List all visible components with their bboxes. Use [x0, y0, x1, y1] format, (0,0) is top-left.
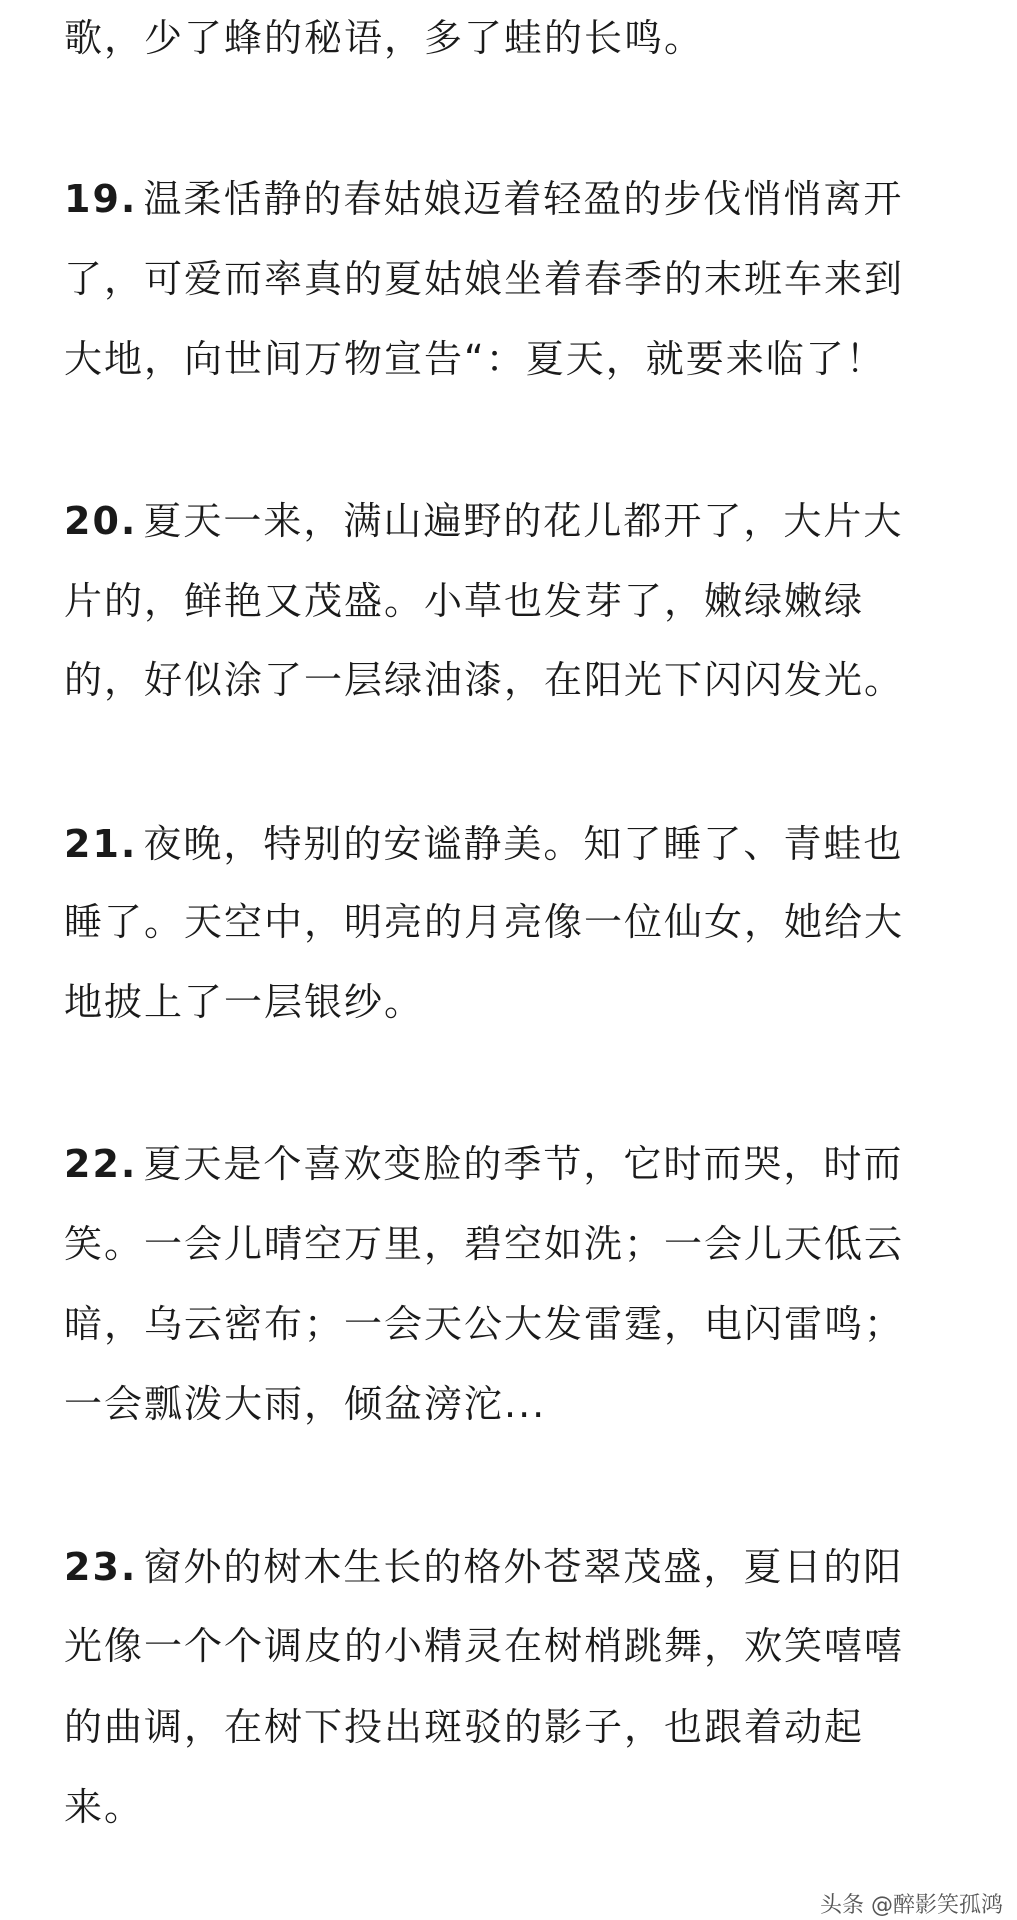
paragraph-19-line-3: 大地，向世间万物宣告“：夏天，就要来临了！: [64, 337, 886, 381]
paragraph-22-line-1: [64, 1140, 964, 1188]
paragraph-21-line-2: 睡了。天空中，明亮的月亮像一位仙女，她给大: [64, 900, 905, 944]
paragraph-23-line-4: 来。: [64, 1785, 145, 1829]
text-line: 温柔恬静的春姑娘迈着轻盈的步伐悄悄离开: [143, 177, 904, 221]
paragraph-20-line-1: [64, 497, 964, 545]
paragraph-21-line-1: [64, 820, 964, 868]
text-line: 窗外的树木生长的格外苍翠茂盛，夏日的阳: [143, 1545, 904, 1589]
paragraph-20-line-3: 的，好似涂了一层绿油漆，在阳光下闪闪发光。: [64, 658, 905, 702]
paragraph-20-line-2: 片的，鲜艳又茂盛。小草也发芽了，嫩绿嫩绿: [64, 579, 865, 623]
source-watermark: 头条 @醉影笑孤鸿: [820, 1893, 1003, 1918]
paragraph-23-line-2: 光像一个个调皮的小精灵在树梢跳舞，欢笑嘻嘻: [64, 1624, 905, 1668]
paragraph-number: 19.: [64, 177, 138, 221]
paragraph-number: 23.: [64, 1545, 138, 1589]
text-line: 夜晚，特别的安谧静美。知了睡了、青蛙也: [143, 822, 904, 866]
paragraph-number: 20.: [64, 499, 138, 543]
paragraph-22-line-2: 笑。一会儿晴空万里，碧空如洗；一会儿天低云: [64, 1222, 905, 1266]
text-line: 歌，少了蜂的秘语，多了蛙的长鸣。: [64, 16, 705, 60]
paragraph-number: 22.: [64, 1142, 138, 1186]
text-line: 夏天是个喜欢变脸的季节，它时而哭，时而: [143, 1142, 904, 1186]
paragraph-22-line-4: 一会瓢泼大雨，倾盆滂沱...: [64, 1382, 547, 1426]
paragraph-number: 21.: [64, 822, 138, 866]
paragraph-23-line-3: 的曲调，在树下投出斑驳的影子，也跟着动起: [64, 1705, 865, 1749]
paragraph-23-line-1: [64, 1543, 964, 1591]
paragraph-21-line-3: 地披上了一层银纱。: [64, 980, 425, 1024]
paragraph-19-line-1: [64, 175, 964, 223]
text-line: 夏天一来，满山遍野的花儿都开了，大片大: [143, 499, 904, 543]
paragraph-19-line-2: 了，可爱而率真的夏姑娘坐着春季的末班车来到: [64, 257, 905, 301]
paragraph-22-line-3: 暗，乌云密布；一会天公大发雷霆，电闪雷鸣；: [64, 1302, 905, 1346]
